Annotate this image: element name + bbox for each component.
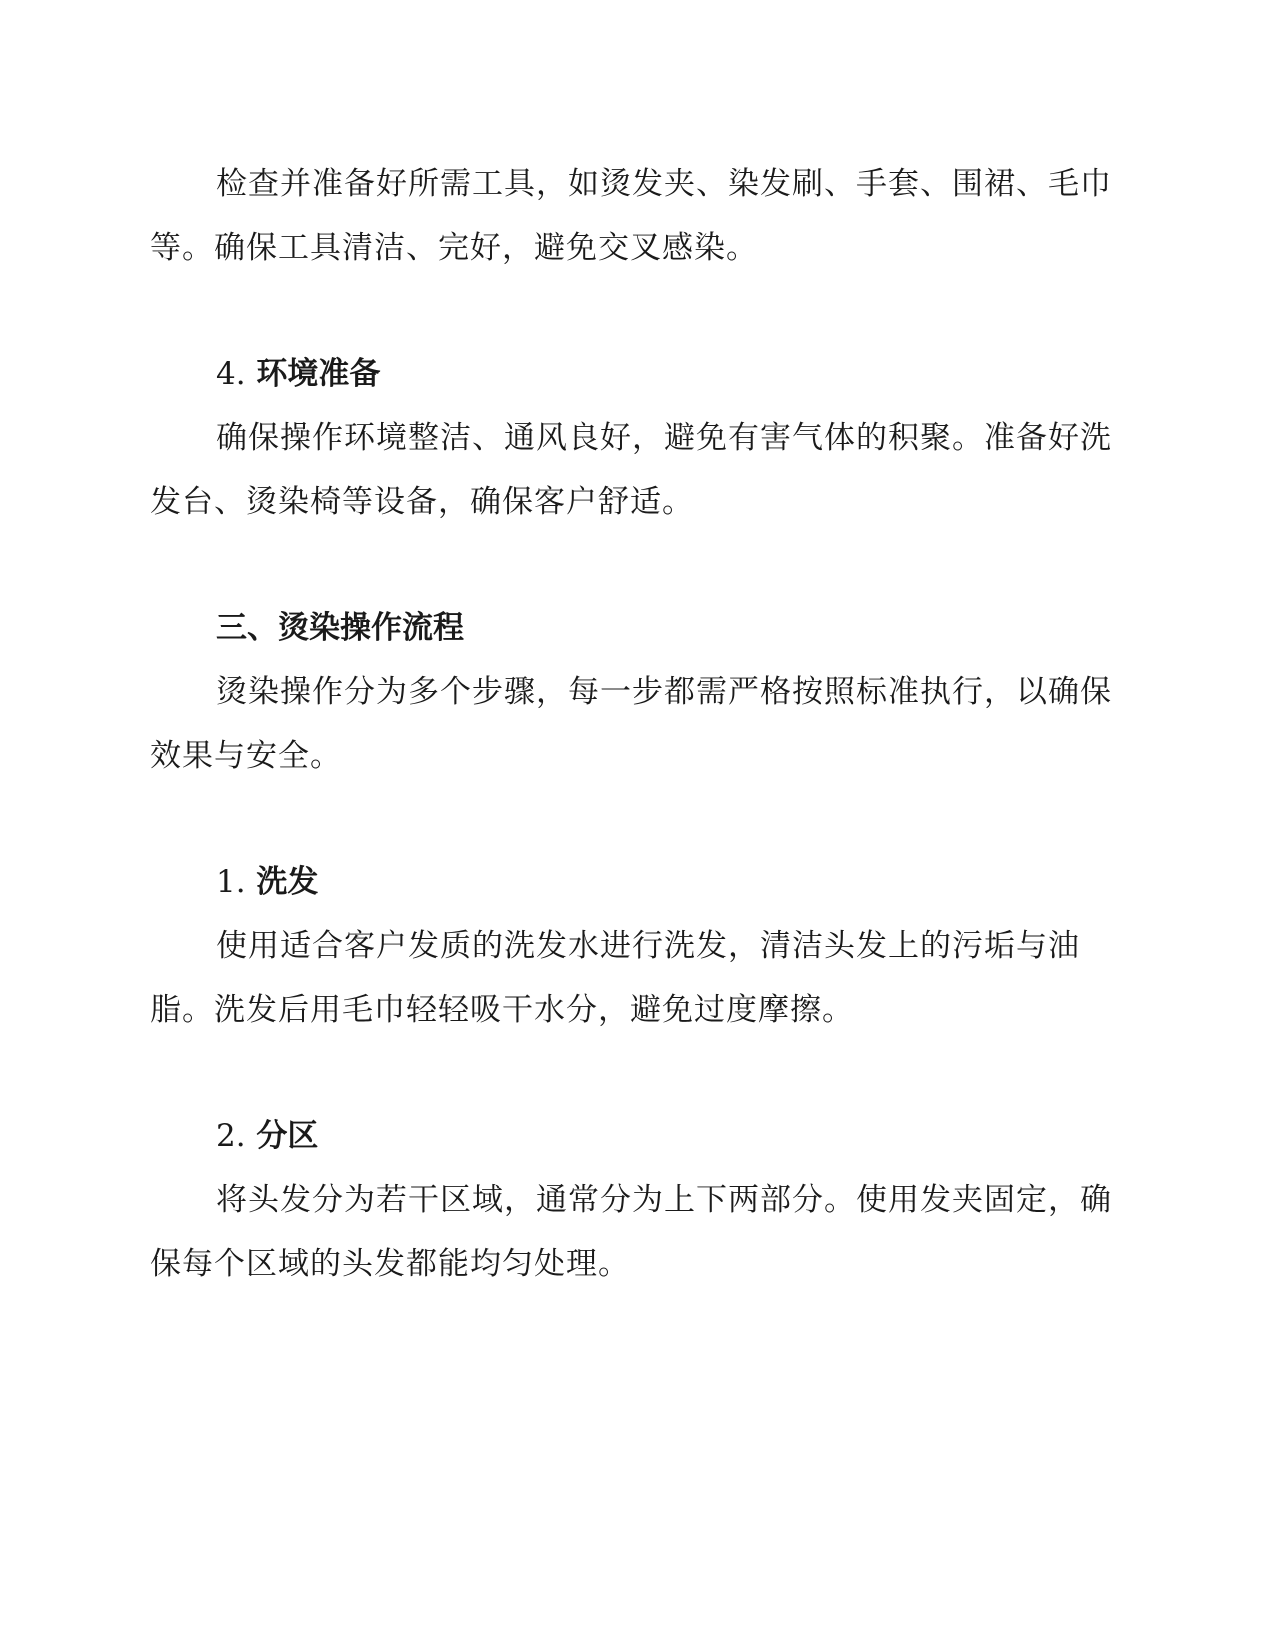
section-paragraph-block [150,1168,1125,1296]
process-heading-block [150,608,1125,648]
environment-paragraph-block [150,406,1125,534]
wash-paragraph: 使用适合客户发质的洗发水进行洗发，清洁头发上的污垢与油脂。洗发后用毛巾轻轻吸干水分，避免过度摩擦。 [150,928,1080,1028]
wash-heading [150,862,1125,902]
section-heading-text: 分区 [256,1118,319,1154]
environment-heading [150,354,1125,394]
process-paragraph-block [150,660,1125,788]
wash-paragraph-block [150,914,1125,1042]
tools-paragraph: 检查并准备好所需工具，如烫发夹、染发刷、手套、围裙、毛巾等。确保工具清洁、完好，避免交叉感染。 [150,166,1112,266]
process-paragraph: 烫染操作分为多个步骤，每一步都需严格按照标准执行，以确保效果与安全。 [150,674,1112,774]
environment-heading-text: 环境准备 [256,356,381,392]
environment-paragraph: 确保操作环境整洁、通风良好，避免有害气体的积聚。准备好洗发台、烫染椅等设备，确保客户舒适。 [150,420,1112,520]
environment-heading-number: 4. [216,356,246,392]
wash-heading-block [150,862,1125,902]
process-heading: 三、烫染操作流程 [216,610,464,646]
wash-heading-number: 1. [216,864,246,900]
section-heading [150,1116,1125,1156]
tools-paragraph-block [150,152,1125,280]
wash-heading-text: 洗发 [256,864,319,900]
environment-heading-block [150,354,1125,394]
section-paragraph: 将头发分为若干区域，通常分为上下两部分。使用发夹固定，确保每个区域的头发都能均匀处理。 [150,1182,1112,1282]
section-heading-number: 2. [216,1118,246,1154]
section-heading-block [150,1116,1125,1156]
